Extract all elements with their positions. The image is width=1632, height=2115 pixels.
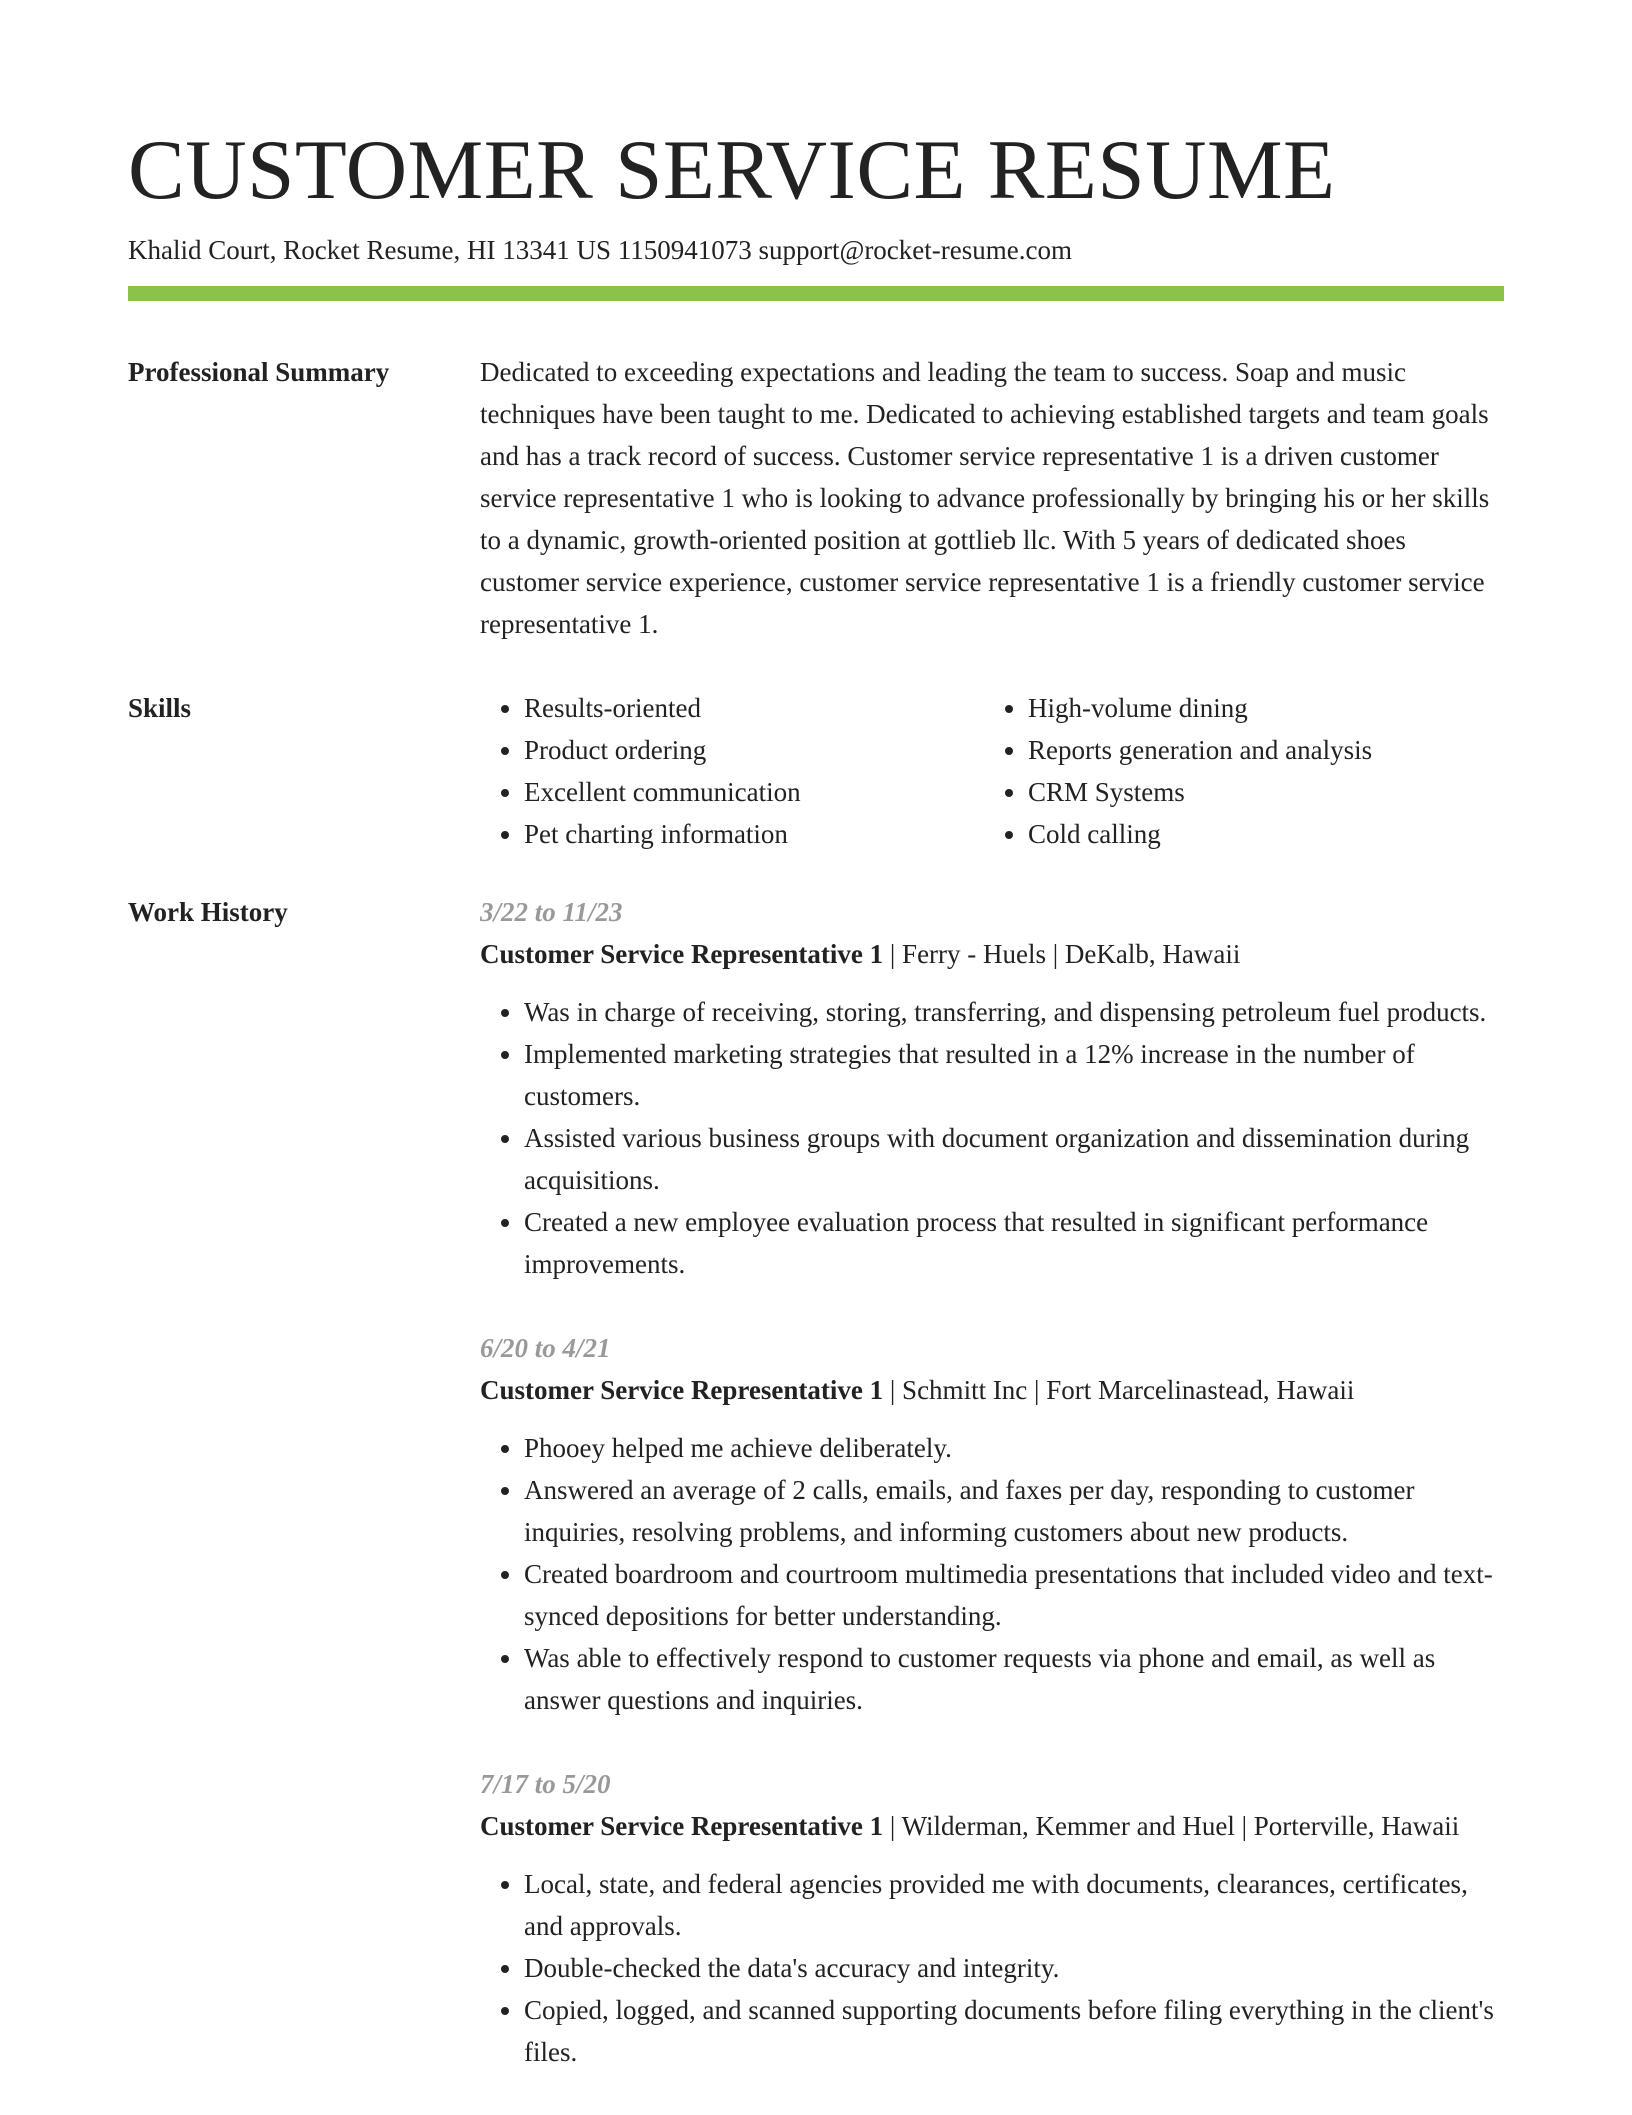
job-entry	[480, 1763, 1504, 2073]
skill-item: • Pet charting information	[524, 813, 984, 855]
job-entry	[480, 891, 1504, 1285]
job-bullet: • Phooey helped me achieve deliberately.	[524, 1427, 1504, 1469]
job-bullet: • Local, state, and federal agencies provided me with documents, clearances, certificates, and approvals.	[524, 1863, 1504, 1947]
skill-item: • CRM Systems	[1028, 771, 1488, 813]
job-title: Customer Service Representative 1	[480, 1811, 884, 1841]
job-details: | Ferry - Huels | DeKalb, Hawaii	[883, 939, 1241, 969]
contact-info: Khalid Court, Rocket Resume, HI 13341 US 1150941073 support@rocket-resume.com	[128, 235, 1072, 265]
skill-item: • Excellent communication	[524, 771, 984, 813]
job-heading	[480, 1805, 1504, 1847]
job-details: | Schmitt Inc | Fort Marcelinastead, Hawaii	[883, 1375, 1355, 1405]
job-bullets	[480, 1427, 1504, 1721]
job-dates: 6/20 to 4/21	[480, 1333, 611, 1363]
job-title: Customer Service Representative 1	[480, 1375, 884, 1405]
job-bullet: • Copied, logged, and scanned supporting documents before filing everything in the client's files.	[524, 1989, 1504, 2073]
job-bullet: • Created boardroom and courtroom multimedia presentations that included video and text-synced depositions for better understanding.	[524, 1553, 1504, 1637]
job-dates: 3/22 to 11/23	[480, 897, 623, 927]
job-bullet: • Double-checked the data's accuracy and integrity.	[524, 1947, 1504, 1989]
section-label-work: Work History	[128, 897, 288, 927]
job-dates: 7/17 to 5/20	[480, 1769, 611, 1799]
resume-page	[128, 120, 1504, 2115]
skill-item: • Product ordering	[524, 729, 984, 771]
job-bullet: • Assisted various business groups with document organization and dissemination during acquisitions.	[524, 1117, 1504, 1201]
job-heading	[480, 1369, 1504, 1411]
skill-item: • Reports generation and analysis	[1028, 729, 1488, 771]
section-label-skills: Skills	[128, 693, 192, 723]
job-entry	[480, 1327, 1504, 1721]
job-bullet: • Implemented marketing strategies that resulted in a 12% increase in the number of customers.	[524, 1033, 1504, 1117]
job-heading	[480, 933, 1504, 975]
skills-list-right	[984, 687, 1488, 855]
job-bullet: • Answered an average of 2 calls, emails, and faxes per day, responding to customer inquiries, resolving problems, and informing customers about new products.	[524, 1469, 1504, 1553]
professional-summary-section	[128, 351, 1504, 645]
job-bullets	[480, 991, 1504, 1285]
job-bullet: • Was able to effectively respond to customer requests via phone and email, as well as answer questions and inquiries.	[524, 1637, 1504, 1721]
summary-text: Dedicated to exceeding expectations and leading the team to success. Soap and music techniques have been taught to me. Dedicated to achieving established targets and team goals and has a track record of success. Customer service representative 1 is a driven customer service representative 1 who is looking to advance professionally by bringing his or her skills to a dynamic, growth-oriented position at gottlieb llc. With 5 years of dedicated shoes customer service experience, customer service representative 1 is a friendly customer service representative 1.	[480, 357, 1490, 639]
section-label-summary: Professional Summary	[128, 357, 390, 387]
job-details: | Wilderman, Kemmer and Huel | Porterville, Hawaii	[883, 1811, 1460, 1841]
skill-item: • Results-oriented	[524, 687, 984, 729]
job-bullet: • Created a new employee evaluation process that resulted in significant performance improvements.	[524, 1201, 1504, 1285]
header-divider	[128, 286, 1504, 301]
skill-item: • Cold calling	[1028, 813, 1488, 855]
job-bullet: • Was in charge of receiving, storing, transferring, and dispensing petroleum fuel products.	[524, 991, 1504, 1033]
job-title: Customer Service Representative 1	[480, 939, 884, 969]
resume-title: CUSTOMER SERVICE RESUME	[128, 123, 1336, 217]
job-bullets	[480, 1863, 1504, 2073]
skills-section	[128, 687, 1504, 855]
skill-item: • High-volume dining	[1028, 687, 1488, 729]
work-history-section	[128, 891, 1504, 2115]
skills-list-left	[480, 687, 984, 855]
